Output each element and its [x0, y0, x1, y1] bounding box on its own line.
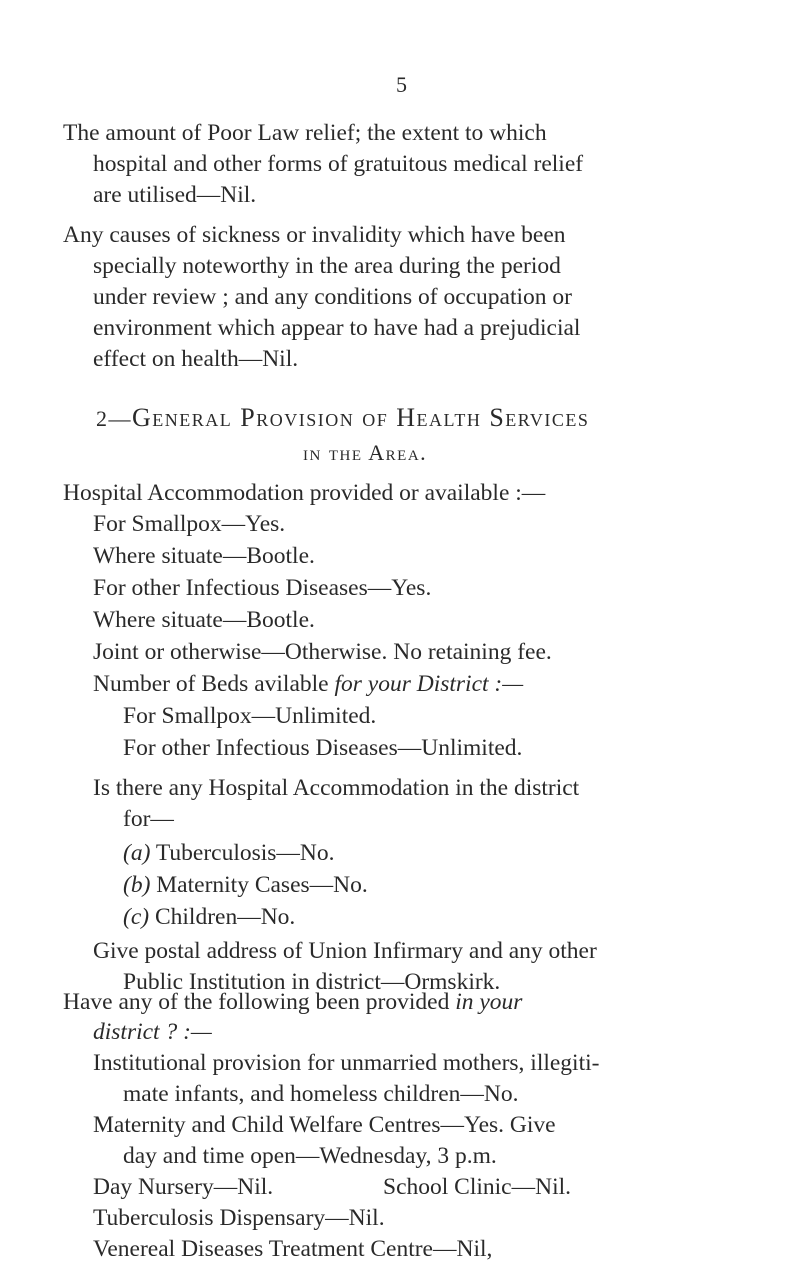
sickness-line-4: environment which appear to have had a prejudicial	[93, 315, 581, 341]
beds-line	[93, 669, 523, 700]
sickness-line-3: under review ; and any conditions of occupation or	[93, 284, 572, 310]
item-b-text: Maternity Cases—No.	[150, 872, 368, 898]
provided-prefix: Have any of the following been provided	[63, 989, 456, 1015]
poor-law-line-2: hospital and other forms of gratuitous medical relief	[93, 151, 584, 177]
provided-italic-2: district ? :—	[93, 1019, 212, 1045]
day-nursery-line: Day Nursery—Nil.	[93, 1174, 274, 1200]
sickness-line-1: Any causes of sickness or invalidity which have been	[63, 222, 566, 248]
hospital-intro: Hospital Accommodation provided or available :—	[63, 480, 546, 506]
item-a-text: Tuberculosis—No.	[150, 840, 335, 866]
is-there-line-1: Is there any Hospital Accommodation in the district	[93, 775, 580, 801]
section-title-line-2: in the Area.	[303, 440, 428, 465]
institutional-line-1: Institutional provision for unmarried mothers, illegiti-	[93, 1050, 600, 1076]
joint-line: Joint or otherwise—Otherwise. No retaining fee.	[93, 639, 552, 665]
tb-dispensary-line: Tuberculosis Dispensary—Nil.	[93, 1205, 385, 1231]
section-heading	[96, 403, 589, 433]
beds-infectious: For other Infectious Diseases—Unlimited.	[123, 735, 523, 761]
provided-line-1	[63, 987, 522, 1018]
is-there-line-2: for—	[123, 806, 174, 832]
school-clinic-line: School Clinic—Nil.	[383, 1174, 571, 1200]
infectious-line: For other Infectious Diseases—Yes.	[93, 575, 432, 601]
page-number: 5	[396, 72, 407, 97]
section-number: 2—	[96, 406, 132, 431]
smallpox-line: For Smallpox—Yes.	[93, 511, 286, 537]
sickness-line-5: effect on health—Nil.	[93, 346, 299, 372]
postal-line-1: Give postal address of Union Infirmary and any other	[93, 938, 597, 964]
beds-prefix: Number of Beds avilable	[93, 671, 335, 697]
provided-italic-1: in your	[455, 989, 523, 1015]
item-c	[123, 902, 295, 933]
item-a-label: (a)	[123, 840, 151, 866]
postal-line-2: Public Institution in district—Ormskirk.	[123, 969, 501, 995]
item-c-label: (c)	[123, 904, 150, 930]
sickness-line-2: specially noteworthy in the area during the period	[93, 253, 561, 279]
maternity-line-2: day and time open—Wednesday, 3 p.m.	[123, 1143, 497, 1169]
beds-italic: for your District :—	[334, 671, 524, 697]
poor-law-line-1: The amount of Poor Law relief; the extent to which	[63, 120, 547, 146]
institutional-line-2: mate infants, and homeless children—No.	[123, 1081, 519, 1107]
item-b-label: (b)	[123, 872, 151, 898]
poor-law-line-3: are utilised—Nil.	[93, 182, 257, 208]
beds-smallpox: For Smallpox—Unlimited.	[123, 703, 377, 729]
venereal-line: Venereal Diseases Treatment Centre—Nil,	[93, 1236, 493, 1262]
item-a	[123, 838, 335, 869]
section-title-line-1: General Provision of Health Services	[132, 403, 590, 432]
infectious-where: Where situate—Bootle.	[93, 607, 315, 633]
smallpox-where: Where situate—Bootle.	[93, 543, 315, 569]
item-b	[123, 870, 368, 901]
maternity-line-1: Maternity and Child Welfare Centres—Yes. Give	[93, 1112, 556, 1138]
item-c-text: Children—No.	[149, 904, 296, 930]
provided-line-2	[93, 1017, 212, 1048]
